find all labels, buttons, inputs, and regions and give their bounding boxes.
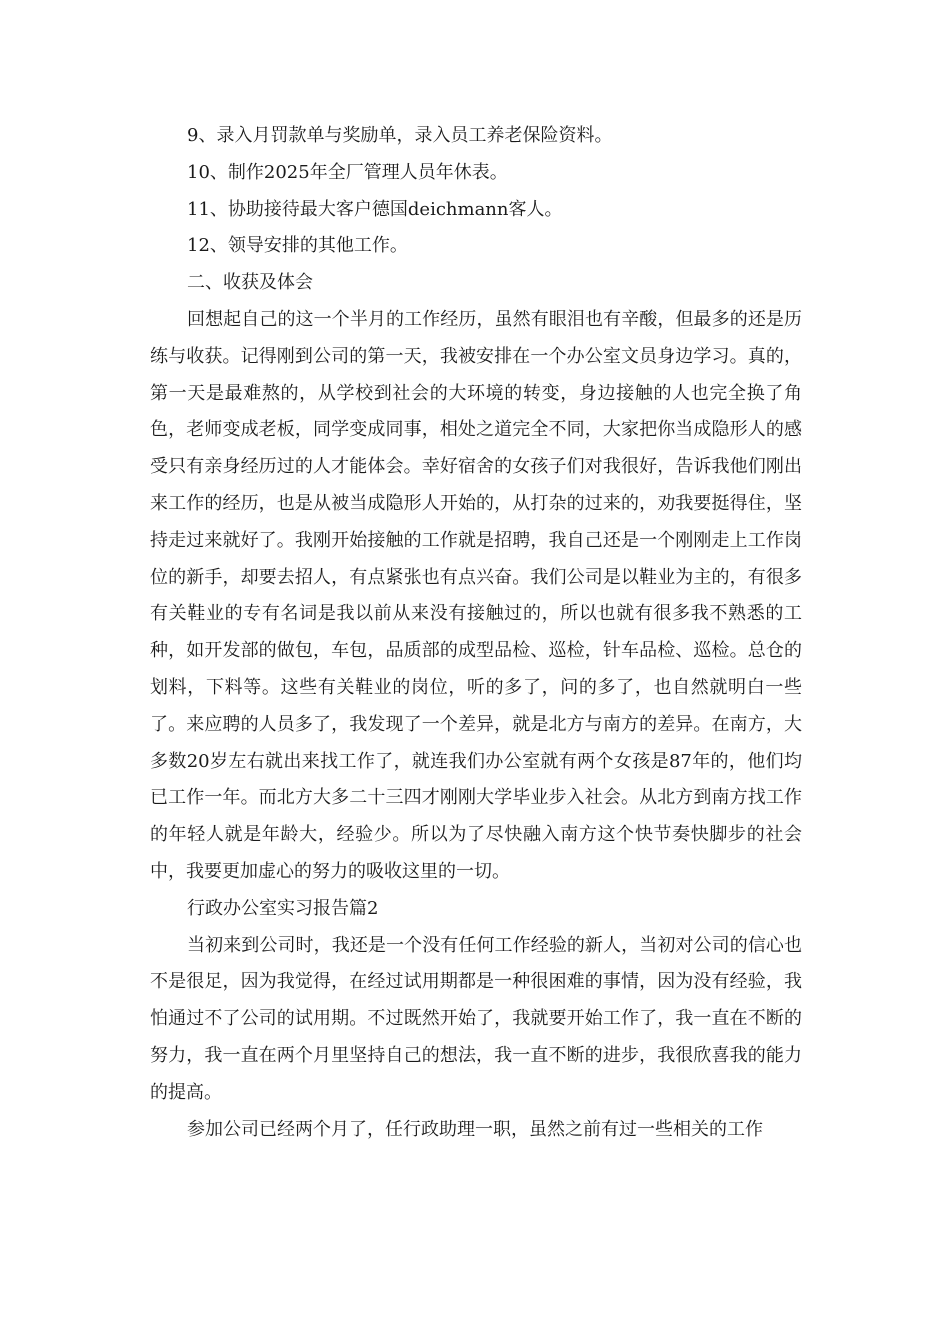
list-item-9: 9、录入月罚款单与奖励单，录入员工养老保险资料。 [187,125,613,146]
body-paragraph: 回想起自己的这一个半月的工作经历，虽然有眼泪也有辛酸，但最多的还是历练与收获。记得刚到公司的第一天，我被安排在一个办公室文员身边学习。真的，第一天是最难熬的，从学校到社会的大环境的转变，身边接触的人也完全换了角色，老师变成老板，同学变成同事，相处之道完全不同，大家把你当成隐形人的感受只有亲身经历过的人才能体会。幸好宿舍的女孩子们对我很好，告诉我他们刚出来工作的经历，也是从被当成隐形人开始的，从打杂的过来的，劝我要挺得住，坚持走过来就好了。我刚开始接触的工作就是招聘，我自己还是一个刚刚走上工作岗位的新手，却要去招人，有点紧张也有点兴奋。我们公司是以鞋业为主的，有很多有关鞋业的专有名词是我以前从来没有接触过的，所以也就有很多我不熟悉的工种，如开发部的做包，车包，品质部的成型品检、巡检，针车品检、巡检。总仓的划料，下料等。这些有关鞋业的岗位，听的多了，问的多了，也自然就明白一些了。来应聘的人员多了，我发现了一个差异，就是北方与南方的差异。在南方，大多数20岁左右就出来找工作了，就连我们办公室就有两个女孩是87年的，他们均已工作一年。而北方大多二十三四才刚刚大学毕业步入社会。从北方到南方找工作的年轻人就是年龄大，经验少。所以为了尽快融入南方这个快节奏快脚步的社会中，我要更加虚心的努力的吸收这里的一切。 [150,308,802,882]
body-paragraph: 参加公司已经两个月了，任行政助理一职，虽然之前有过一些相关的工作 [187,1118,763,1140]
list-item-12: 12、领导安排的其他工作。 [187,235,408,257]
body-paragraph: 当初来到公司时，我还是一个没有任何工作经验的新人，当初对公司的信心也不是很足，因为我觉得，在经过试用期都是一种很困难的事情，因为没有经验，我怕通过不了公司的试用期。不过既然开始了，我就要开始工作了，我一直在不断的努力，我一直在两个月里坚持自己的想法，我一直不断的进步，我很欣喜我的能力的提高。 [150,934,802,1103]
list-item-10: 10、制作2025年全厂管理人员年休表。 [187,161,508,183]
section-heading: 二、收获及体会 [187,272,313,294]
list-item-11: 11、协助接待最大客户德国deichmann客人。 [187,198,563,220]
document-body [150,118,802,1148]
report-title: 行政办公室实习报告篇2 [187,897,379,919]
